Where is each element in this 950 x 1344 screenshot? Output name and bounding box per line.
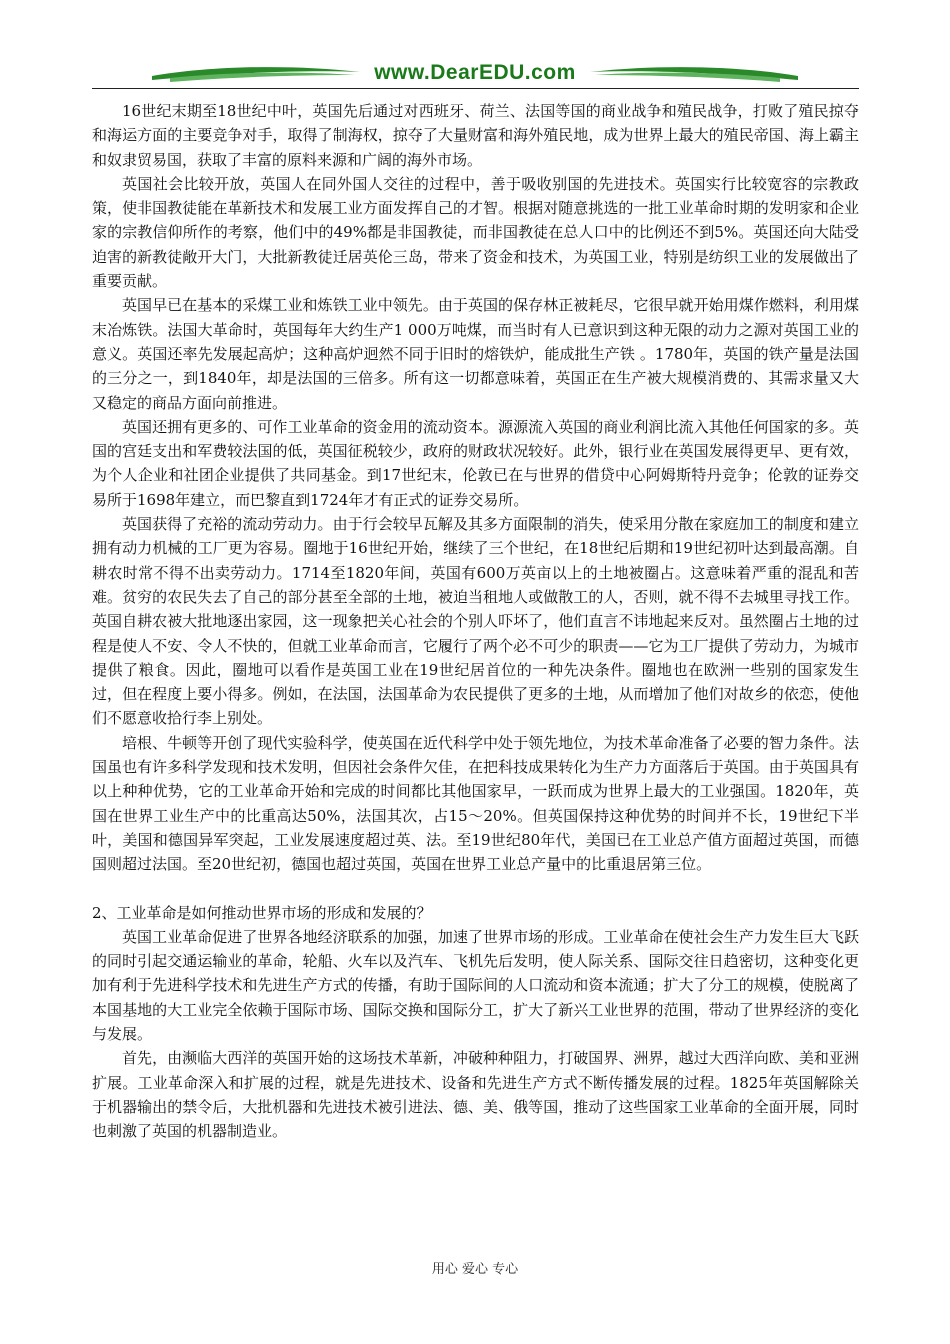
document-body	[92, 99, 859, 1143]
site-header	[150, 58, 800, 92]
paragraph: 英国社会比较开放，英国人在同外国人交往的过程中，善于吸收别国的先进技术。英国实行比较宽容的宗教政策，使非国教徒能在革新技术和发展工业方面发挥自己的才智。根据对随意挑选的一批工业革命时期的发明家和企业家的宗教信仰所作的考察，他们中的49%都是非国教徒，而非国教徒在总人口中的比例还不到5%。英国还向大陆受迫害的新教徒敞开大门，大批新教徒迁居英伦三岛，带来了资金和技术，为英国工业，特别是纺织工业的发展做出了重要贡献。	[92, 174, 859, 291]
paragraph: 培根、牛顿等开创了现代实验科学，使英国在近代科学中处于领先地位，为技术革命准备了必要的智力条件。法国虽也有许多科学发现和技术发明，但因社会条件欠佳，在把科技成果转化为生产力方面落后于英国。由于英国具有以上种种优势，它的工业革命开始和完成的时间都比其他国家早，一跃而成为世界上最大的工业强国。1820年，英国在世界工业生产中的比重高达50%，法国其次，占15～20%。但英国保持这种优势的时间并不长，19世纪下半叶，美国和德国异军突起，工业发展速度超过英、法。至19世纪80年代，美国已在工业总产值方面超过英国，而德国则超过法国。至20世纪初，德国也超过英国，英国在世界工业总产量中的比重退居第三位。	[92, 733, 859, 874]
paragraph: 英国早已在基本的采煤工业和炼铁工业中领先。由于英国的保存林正被耗尽，它很早就开始用煤作燃料，利用煤末冶炼铁。法国大革命时，英国每年大约生产1 000万吨煤，而当时有人已意识到这种无限的动力之源对英国工业的意义。英国还率先发展起高炉；这种高炉迥然不同于旧时的熔铁炉，能成批生产铁 。1780年，英国的铁产量是法国的三分之一，到1840年，却是法国的三倍多。所有这一切都意味着，英国正在生产被大规模消费的、其需求量又大又稳定的商品方面向前推进。	[92, 296, 859, 412]
page-footer: 用心 爱心 专心	[431, 1262, 519, 1277]
paragraph: 英国获得了充裕的流动劳动力。由于行会较早瓦解及其多方面限制的消失，使采用分散在家庭加工的制度和建立拥有动力机械的工厂更为容易。圈地于16世纪开始，继续了三个世纪，在18世纪后期和19世纪初叶达到最高潮。自耕农时常不得不出卖劳动力。1714至1820年间，英国有600万英亩以上的土地被圈占。这意味着严重的混乱和苦难。贫穷的农民失去了自己的部分甚至全部的土地，被迫当租地人或做散工的人，否则，就不得不去城里寻找工作。英国自耕农被大批地逐出家园，这一现象把关心社会的个别人吓坏了，他们直言不讳地起来反对。虽然圈占土地的过程是使人不安、令人不快的，但就工业革命而言，它履行了两个必不可少的职责——它为工厂提供了劳动力，为城市提供了粮食。因此，圈地可以看作是英国工业在19世纪居首位的一种先决条件。圈地也在欧洲一些别的国家发生过，但在程度上要小得多。例如，在法国，法国革命为农民提供了更多的土地，从而增加了他们对故乡的依恋，使他们不愿意收拾行李上别处。	[92, 515, 859, 728]
header-divider	[92, 88, 859, 89]
site-name: www.DearEDU.com	[374, 61, 576, 84]
paragraph: 16世纪末期至18世纪中叶，英国先后通过对西班牙、荷兰、法国等国的商业战争和殖民战争，打败了殖民掠夺和海运方面的主要竞争对手，取得了制海权，掠夺了大量财富和海外殖民地，成为世界上最大的殖民帝国、海上霸主和奴隶贸易国，获取了丰富的原料来源和广阔的海外市场。	[92, 102, 859, 169]
paragraph: 英国还拥有更多的、可作工业革命的资金用的流动资本。源源流入英国的商业利润比流入其他任何国家的多。英国的宫廷支出和军费较法国的低，英国征税较少，政府的财政状况较好。此外，银行业在英国发展得更早、更有效，为个人企业和社团企业提供了共同基金。到17世纪末，伦敦已在与世界的借贷中心阿姆斯特丹竞争；伦敦的证券交易所于1698年建立，而巴黎直到1724年才有正式的证券交易所。	[92, 417, 859, 509]
paragraph: 英国工业革命促进了世界各地经济联系的加强，加速了世界市场的形成。工业革命在使社会生产力发生巨大飞跃的同时引起交通运输业的革命，轮船、火车以及汽车、飞机先后发明，使人际关系、国际交往日趋密切，这种变化更加有利于先进科学技术和先进生产方式的传播，有助于国际间的人口流动和资本流通；扩大了分工的规模，使脱离了本国基地的大工业完全依赖于国际市场、国际交换和国际分工，扩大了新兴工业世界的范围，带动了世界经济的变化与发展。	[92, 927, 859, 1043]
section-heading: 2、工业革命是如何推动世界市场的形成和发展的？	[92, 903, 432, 922]
paragraph: 首先，由濒临大西洋的英国开始的这场技术革新，冲破种种阻力，打破国界、洲界，越过大西洋向欧、美和亚洲扩展。工业革命深入和扩展的过程，就是先进技术、设备和先进生产方式不断传播发展的过程。1825年英国解除关于机器输出的禁令后，大批机器和先进技术被引进法、德、美、俄等国，推动了这些国家工业革命的全面开展，同时也刺激了英国的机器制造业。	[92, 1049, 859, 1141]
